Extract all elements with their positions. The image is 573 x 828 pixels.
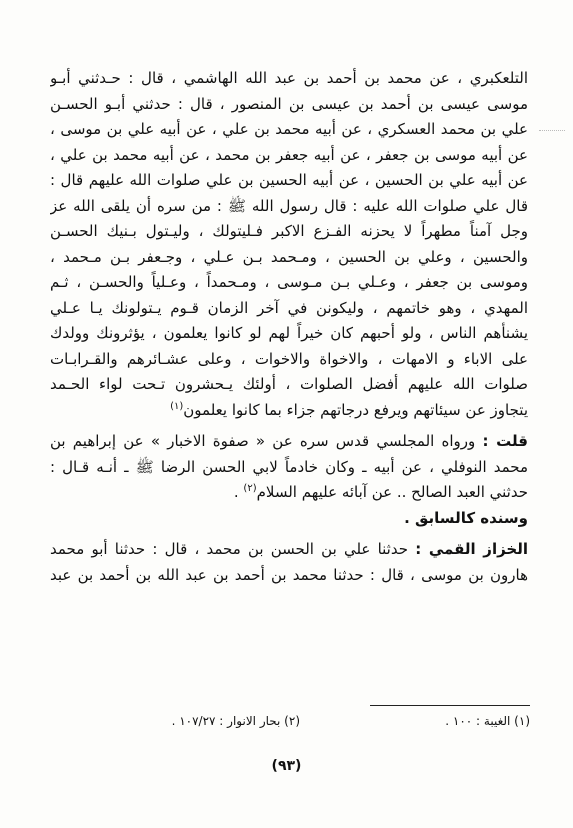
text-line: والحسين ، وعلي بن الحسين ، ومـحمد بـن عـلي ، وجـعفر بـن مـحمد ،	[50, 247, 528, 266]
text-line	[50, 429, 528, 455]
text-span: حدثني العبد الصالح .. عن آبائه عليهم السلام	[256, 483, 528, 501]
text-line-last	[50, 480, 528, 506]
text-line: هارون بن موسى ، قال : حدثنا محمد بن أحمد بن عبد الله بن أحمد بن عبد	[50, 565, 528, 584]
text-line: عن أبيه موسى بن جعفر ، عن أبيه جعفر بن محمد ، عن أبيه محمد بن علي ،	[50, 145, 528, 164]
footnote-1: (١) الغيبة : ١٠٠ .	[445, 714, 530, 728]
text-line: يشنأهم الناس ، ولو أحبهم كان خيراً لهم لو كانوا يعلمون ، يؤثرونك وولدك	[50, 324, 528, 342]
text-span: يتجاوز عن سيئاتهم ويرفع درجاتهم جزاء بما كانوا يعلمون	[183, 400, 528, 419]
source-label: الخزاز القمي :	[415, 540, 528, 558]
footnote-2: (٢) بحار الانوار : ١٠٧/٢٧ .	[171, 714, 300, 728]
text-line: عن أبيه علي بن الحسين ، عن أبيه الحسين بن علي صلوات الله عليهم قال :	[50, 171, 528, 189]
text-line: وموسى بن جعفر ، وعـلي بـن مـوسى ، ومـحمداً ، وعـلياً والحسـن ، ثـم	[50, 273, 528, 291]
margin-mark	[539, 130, 565, 131]
text-line: قال علي صلوات الله عليه : قال رسول الله ﷺ : من سره أن يلقى الله عز	[50, 196, 528, 215]
footnote-ref-2: (٢)	[243, 483, 257, 494]
text-line	[50, 537, 528, 563]
text-line: محمد النوفلي ، عن أبيه ـ وكان خادماً لابي الحسن الرضا ﷺ ـ أنـه قـال :	[50, 457, 528, 476]
main-text	[50, 66, 528, 588]
text-line: وجل آمناً مطهراً لا يحزنه الفـزع الاكبر فـليتولك ، وليـتول بـنيك الحسـن	[50, 222, 528, 240]
text-span: ورواه المجلسي قدس سره عن « صفوة الاخبار » عن إبراهيم بن	[50, 432, 483, 450]
text-line: علي بن محمد العسكري ، عن أبيه محمد بن علي ، عن أبيه علي بن موسى ،	[50, 120, 528, 138]
paragraph-note	[50, 429, 528, 506]
text-span: .	[233, 483, 244, 501]
text-line: التلعكبري ، عن محمد بن أحمد بن عبد الله الهاشمي ، قال : حـدثني أبـو	[50, 69, 528, 87]
paragraph-narration	[50, 66, 528, 423]
section-heading: وسنده كالسابق .	[404, 508, 528, 527]
paragraph-source	[50, 537, 528, 588]
page-number: (٩٣)	[271, 758, 302, 774]
footnote-divider	[370, 705, 530, 706]
text-line: صلوات الله عليهم أفضل الصلوات ، أولئك يـحشرون تـحت لواء الحـمد	[50, 375, 528, 393]
note-label: قلت :	[482, 432, 528, 450]
text-line: المهدي ، وهو خاتمهم ، وليكونن في آخر الزمان قـوم يـتولونك يـا عـلي	[50, 298, 528, 317]
text-line-last	[50, 398, 528, 424]
text-span: حدثنا علي بن الحسن بن محمد ، قال : حدثنا أبو محمد	[50, 540, 416, 558]
text-line: على الاباء و الامهات ، والاخواة والاخوات ، وعلى عشـائرهم والقـرابـات	[50, 349, 528, 368]
footnotes	[50, 712, 530, 730]
footnote-ref-1: (١)	[170, 400, 184, 412]
text-line: موسى عيسى بن أحمد بن عيسى بن المنصور ، قال : حدثني أبـو الحسـن	[50, 94, 528, 113]
